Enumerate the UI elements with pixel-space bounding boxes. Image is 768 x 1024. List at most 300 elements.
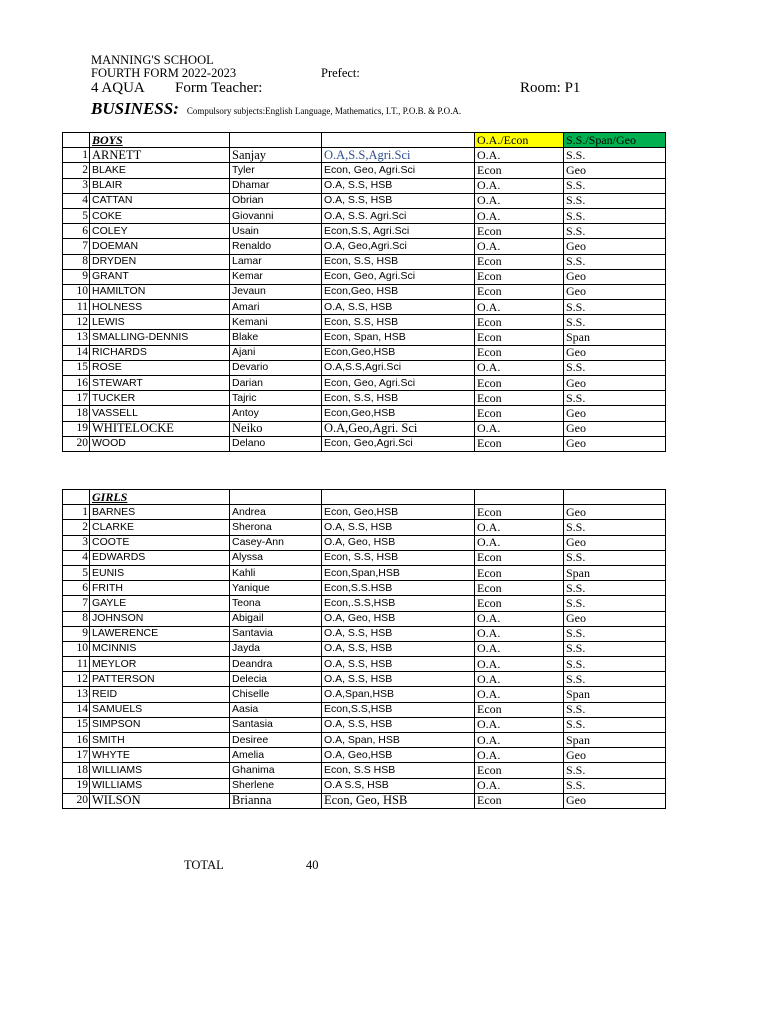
header-cell-empty [475, 490, 564, 505]
ss-span-geo-cell: S.S. [564, 626, 666, 641]
table-row [63, 748, 666, 763]
subjects-cell: O.A,S.S,Agri.Sci [322, 360, 475, 375]
first-name-cell: Dhamar [230, 178, 322, 193]
subjects-cell: Econ,Span,HSB [322, 565, 475, 580]
table-row [63, 702, 666, 717]
first-name-cell: Andrea [230, 505, 322, 520]
first-name-cell: Jevaun [230, 284, 322, 299]
oa-econ-cell: Econ [475, 763, 564, 778]
table-row [63, 778, 666, 793]
subjects-cell: O.A, S.S. Agri.Sci [322, 208, 475, 223]
first-name-cell: Renaldo [230, 239, 322, 254]
first-name-cell: Blake [230, 330, 322, 345]
total-value: 40 [306, 858, 319, 872]
row-number: 12 [63, 672, 90, 687]
ss-span-geo-cell: S.S. [564, 657, 666, 672]
first-name-cell: Santavia [230, 626, 322, 641]
oa-econ-cell: Econ [475, 702, 564, 717]
table-row [63, 505, 666, 520]
row-number: 20 [63, 436, 90, 451]
subjects-cell: Econ, Geo, Agri.Sci [322, 163, 475, 178]
table-row [63, 641, 666, 656]
surname-cell: COLEY [90, 224, 230, 239]
row-number: 15 [63, 360, 90, 375]
surname-cell: BARNES [90, 505, 230, 520]
header-cell-empty [230, 133, 322, 148]
row-number: 14 [63, 702, 90, 717]
row-number: 3 [63, 178, 90, 193]
first-name-cell: Aasia [230, 702, 322, 717]
surname-cell: STEWART [90, 376, 230, 391]
table-row [63, 163, 666, 178]
first-name-cell: Ghanima [230, 763, 322, 778]
subjects-cell: O.A, Geo,HSB [322, 748, 475, 763]
subjects-cell: Econ,Geo,HSB [322, 406, 475, 421]
table-row [63, 565, 666, 580]
table-row [63, 733, 666, 748]
row-number: 19 [63, 778, 90, 793]
surname-cell: GAYLE [90, 596, 230, 611]
table-row [63, 550, 666, 565]
surname-cell: FRITH [90, 581, 230, 596]
surname-cell: WHITELOCKE [90, 421, 230, 436]
table-row [63, 178, 666, 193]
ss-span-geo-cell: S.S. [564, 178, 666, 193]
subjects-cell: Econ,Geo, HSB [322, 284, 475, 299]
first-name-cell: Teona [230, 596, 322, 611]
class-name: 4 AQUA [91, 80, 145, 96]
header-cell-empty [564, 490, 666, 505]
subjects-cell: O.A, S.S, HSB [322, 657, 475, 672]
table-row [63, 763, 666, 778]
surname-cell: JOHNSON [90, 611, 230, 626]
surname-cell: HOLNESS [90, 300, 230, 315]
surname-cell: SAMUELS [90, 702, 230, 717]
oa-econ-cell: Econ [475, 565, 564, 580]
ss-span-geo-cell: S.S. [564, 596, 666, 611]
ss-span-geo-cell: Geo [564, 505, 666, 520]
first-name-cell: Casey-Ann [230, 535, 322, 550]
stream-line [91, 99, 461, 119]
first-name-cell: Kemani [230, 315, 322, 330]
surname-cell: GRANT [90, 269, 230, 284]
first-name-cell: Usain [230, 224, 322, 239]
subjects-cell: Econ, Geo, Agri.Sci [322, 376, 475, 391]
first-name-cell: Sherlene [230, 778, 322, 793]
row-number: 4 [63, 193, 90, 208]
surname-cell: CLARKE [90, 520, 230, 535]
table-row [63, 596, 666, 611]
row-number: 11 [63, 657, 90, 672]
table-row [63, 626, 666, 641]
subjects-cell: Econ, S.S, HSB [322, 550, 475, 565]
oa-econ-cell: Econ [475, 436, 564, 451]
oa-econ-cell: O.A. [475, 778, 564, 793]
surname-cell: RICHARDS [90, 345, 230, 360]
oa-econ-cell: O.A. [475, 748, 564, 763]
oa-econ-cell: Econ [475, 163, 564, 178]
subjects-cell: Econ, Geo, Agri.Sci [322, 269, 475, 284]
row-number: 1 [63, 505, 90, 520]
form-year: FOURTH FORM 2022-2023 [91, 66, 237, 80]
oa-econ-cell: Econ [475, 581, 564, 596]
subjects-cell: O.A, S.S, HSB [322, 300, 475, 315]
ss-span-geo-cell: S.S. [564, 315, 666, 330]
first-name-cell: Sherona [230, 520, 322, 535]
first-name-cell: Delano [230, 436, 322, 451]
girls-table [62, 489, 666, 809]
subjects-cell: Econ,S.S.HSB [322, 581, 475, 596]
row-number: 10 [63, 641, 90, 656]
table-row [63, 672, 666, 687]
row-number: 9 [63, 269, 90, 284]
ss-span-geo-cell: Geo [564, 436, 666, 451]
table-row [63, 391, 666, 406]
room-label: Room: P1 [520, 80, 581, 96]
oa-econ-cell: O.A. [475, 300, 564, 315]
ss-span-geo-cell: S.S. [564, 520, 666, 535]
subjects-cell: Econ,.S.S,HSB [322, 596, 475, 611]
first-name-cell: Antoy [230, 406, 322, 421]
oa-econ-cell: O.A. [475, 611, 564, 626]
first-name-cell: Sanjay [230, 148, 322, 163]
oa-econ-header: O.A./Econ [475, 133, 564, 148]
first-name-cell: Kemar [230, 269, 322, 284]
oa-econ-cell: Econ [475, 284, 564, 299]
row-number: 13 [63, 687, 90, 702]
surname-cell: COOTE [90, 535, 230, 550]
row-number: 6 [63, 581, 90, 596]
surname-cell: WILLIAMS [90, 778, 230, 793]
ss-span-geo-cell: Span [564, 565, 666, 580]
table-row [63, 581, 666, 596]
table-row [63, 376, 666, 391]
table-row [63, 284, 666, 299]
table-row [63, 360, 666, 375]
surname-cell: EDWARDS [90, 550, 230, 565]
row-number: 2 [63, 520, 90, 535]
subjects-cell: O.A S.S, HSB [322, 778, 475, 793]
surname-cell: WILSON [90, 793, 230, 808]
oa-econ-cell: O.A. [475, 421, 564, 436]
table-row [63, 535, 666, 550]
row-number: 14 [63, 345, 90, 360]
surname-cell: DOEMAN [90, 239, 230, 254]
ss-span-geo-cell: Geo [564, 269, 666, 284]
oa-econ-cell: O.A. [475, 148, 564, 163]
subjects-cell: O.A, S.S, HSB [322, 193, 475, 208]
subjects-cell: O.A,Span,HSB [322, 687, 475, 702]
subjects-cell: O.A, S.S, HSB [322, 626, 475, 641]
table-row [63, 717, 666, 732]
row-number: 11 [63, 300, 90, 315]
ss-span-geo-cell: S.S. [564, 581, 666, 596]
table-row [63, 148, 666, 163]
first-name-cell: Deandra [230, 657, 322, 672]
row-number: 5 [63, 565, 90, 580]
ss-span-geo-cell: S.S. [564, 641, 666, 656]
first-name-cell: Obrian [230, 193, 322, 208]
table-row [63, 224, 666, 239]
stream-label: BUSINESS: [91, 99, 179, 118]
first-name-cell: Chiselle [230, 687, 322, 702]
table-row [63, 269, 666, 284]
oa-econ-cell: Econ [475, 391, 564, 406]
table-row [63, 421, 666, 436]
first-name-cell: Tajric [230, 391, 322, 406]
surname-cell: MEYLOR [90, 657, 230, 672]
table-row [63, 254, 666, 269]
surname-cell: BLAIR [90, 178, 230, 193]
first-name-cell: Amari [230, 300, 322, 315]
surname-cell: REID [90, 687, 230, 702]
ss-span-geo-cell: S.S. [564, 360, 666, 375]
row-number: 4 [63, 550, 90, 565]
ss-span-geo-cell: Span [564, 330, 666, 345]
table-row [63, 657, 666, 672]
first-name-cell: Yanique [230, 581, 322, 596]
ss-span-geo-cell: S.S. [564, 550, 666, 565]
ss-span-geo-cell: Geo [564, 793, 666, 808]
first-name-cell: Darian [230, 376, 322, 391]
girls-section-label: GIRLS [90, 490, 230, 505]
first-name-cell: Kahli [230, 565, 322, 580]
surname-cell: MCINNIS [90, 641, 230, 656]
oa-econ-cell: Econ [475, 224, 564, 239]
row-number: 8 [63, 254, 90, 269]
oa-econ-cell: O.A. [475, 657, 564, 672]
ss-span-geo-cell: Span [564, 733, 666, 748]
subjects-cell: O.A, Span, HSB [322, 733, 475, 748]
ss-span-geo-cell: S.S. [564, 300, 666, 315]
oa-econ-cell: Econ [475, 269, 564, 284]
first-name-cell: Ajani [230, 345, 322, 360]
table-row [63, 611, 666, 626]
first-name-cell: Jayda [230, 641, 322, 656]
ss-span-geo-cell: S.S. [564, 778, 666, 793]
ss-span-geo-header: S.S./Span/Geo [564, 133, 666, 148]
first-name-cell: Neiko [230, 421, 322, 436]
subjects-cell: Econ,Geo,HSB [322, 345, 475, 360]
prefect-label: Prefect: [321, 66, 360, 80]
boys-section-label: BOYS [90, 133, 230, 148]
surname-cell: TUCKER [90, 391, 230, 406]
table-row [63, 239, 666, 254]
ss-span-geo-cell: S.S. [564, 193, 666, 208]
surname-cell: WOOD [90, 436, 230, 451]
oa-econ-cell: O.A. [475, 360, 564, 375]
row-number: 16 [63, 733, 90, 748]
oa-econ-cell: Econ [475, 376, 564, 391]
oa-econ-cell: O.A. [475, 717, 564, 732]
subjects-cell: Econ, S.S, HSB [322, 254, 475, 269]
row-number: 20 [63, 793, 90, 808]
ss-span-geo-cell: S.S. [564, 224, 666, 239]
ss-span-geo-cell: S.S. [564, 391, 666, 406]
row-number: 6 [63, 224, 90, 239]
ss-span-geo-cell: Geo [564, 163, 666, 178]
header-cell-empty [63, 490, 90, 505]
oa-econ-cell: O.A. [475, 626, 564, 641]
row-number: 9 [63, 626, 90, 641]
first-name-cell: Alyssa [230, 550, 322, 565]
table-row [63, 345, 666, 360]
oa-econ-cell: O.A. [475, 520, 564, 535]
header-cell-empty [322, 490, 475, 505]
table-row [63, 330, 666, 345]
first-name-cell: Devario [230, 360, 322, 375]
boys-header-row [63, 133, 666, 148]
oa-econ-cell: O.A. [475, 178, 564, 193]
oa-econ-cell: O.A. [475, 672, 564, 687]
surname-cell: EUNIS [90, 565, 230, 580]
oa-econ-cell: Econ [475, 330, 564, 345]
first-name-cell: Santasia [230, 717, 322, 732]
first-name-cell: Delecia [230, 672, 322, 687]
subjects-cell: Econ, S.S HSB [322, 763, 475, 778]
subjects-cell: Econ, Span, HSB [322, 330, 475, 345]
oa-econ-cell: O.A. [475, 687, 564, 702]
ss-span-geo-cell: Geo [564, 611, 666, 626]
ss-span-geo-cell: Geo [564, 376, 666, 391]
subjects-cell: Econ, Geo, HSB [322, 793, 475, 808]
row-number: 18 [63, 406, 90, 421]
header-cell-empty [230, 490, 322, 505]
surname-cell: SIMPSON [90, 717, 230, 732]
surname-cell: LAWERENCE [90, 626, 230, 641]
oa-econ-cell: O.A. [475, 641, 564, 656]
surname-cell: LEWIS [90, 315, 230, 330]
ss-span-geo-cell: S.S. [564, 702, 666, 717]
form-year-line [91, 66, 360, 81]
oa-econ-cell: Econ [475, 315, 564, 330]
table-row [63, 300, 666, 315]
row-number: 17 [63, 391, 90, 406]
ss-span-geo-cell: Geo [564, 406, 666, 421]
ss-span-geo-cell: S.S. [564, 672, 666, 687]
table-row [63, 436, 666, 451]
oa-econ-cell: Econ [475, 254, 564, 269]
oa-econ-cell: Econ [475, 550, 564, 565]
surname-cell: ROSE [90, 360, 230, 375]
subjects-cell: Econ, S.S, HSB [322, 391, 475, 406]
subjects-cell: O.A, Geo, HSB [322, 535, 475, 550]
subjects-cell: O.A,Geo,Agri. Sci [322, 421, 475, 436]
ss-span-geo-cell: S.S. [564, 254, 666, 269]
oa-econ-cell: O.A. [475, 239, 564, 254]
subjects-cell: Econ, Geo,Agri.Sci [322, 436, 475, 451]
surname-cell: SMALLING-DENNIS [90, 330, 230, 345]
row-number: 3 [63, 535, 90, 550]
table-row [63, 793, 666, 808]
row-number: 19 [63, 421, 90, 436]
table-row [63, 208, 666, 223]
oa-econ-cell: Econ [475, 345, 564, 360]
oa-econ-cell: O.A. [475, 733, 564, 748]
surname-cell: WILLIAMS [90, 763, 230, 778]
oa-econ-cell: Econ [475, 406, 564, 421]
surname-cell: VASSELL [90, 406, 230, 421]
total-label: TOTAL [184, 858, 224, 872]
surname-cell: HAMILTON [90, 284, 230, 299]
class-line [91, 80, 581, 97]
row-number: 8 [63, 611, 90, 626]
ss-span-geo-cell: S.S. [564, 148, 666, 163]
surname-cell: ARNETT [90, 148, 230, 163]
row-number: 18 [63, 763, 90, 778]
subjects-cell: Econ,S.S, Agri.Sci [322, 224, 475, 239]
ss-span-geo-cell: Span [564, 687, 666, 702]
subjects-cell: O.A, S.S, HSB [322, 178, 475, 193]
boys-table [62, 132, 666, 452]
ss-span-geo-cell: S.S. [564, 208, 666, 223]
table-row [63, 315, 666, 330]
oa-econ-cell: Econ [475, 793, 564, 808]
row-number: 16 [63, 376, 90, 391]
subjects-cell: O.A, S.S, HSB [322, 520, 475, 535]
surname-cell: DRYDEN [90, 254, 230, 269]
subjects-cell: O.A, S.S, HSB [322, 717, 475, 732]
table-row [63, 520, 666, 535]
row-number: 5 [63, 208, 90, 223]
row-number: 12 [63, 315, 90, 330]
surname-cell: CATTAN [90, 193, 230, 208]
row-number: 1 [63, 148, 90, 163]
header-cell-empty [322, 133, 475, 148]
subjects-cell: Econ,S.S,HSB [322, 702, 475, 717]
school-name: MANNING'S SCHOOL [91, 53, 214, 67]
ss-span-geo-cell: Geo [564, 748, 666, 763]
subjects-cell: O.A,S.S,Agri.Sci [322, 148, 475, 163]
first-name-cell: Amelia [230, 748, 322, 763]
ss-span-geo-cell: Geo [564, 239, 666, 254]
ss-span-geo-cell: Geo [564, 284, 666, 299]
surname-cell: SMITH [90, 733, 230, 748]
ss-span-geo-cell: Geo [564, 535, 666, 550]
first-name-cell: Abigail [230, 611, 322, 626]
row-number: 7 [63, 239, 90, 254]
row-number: 2 [63, 163, 90, 178]
ss-span-geo-cell: Geo [564, 345, 666, 360]
oa-econ-cell: O.A. [475, 193, 564, 208]
surname-cell: BLAKE [90, 163, 230, 178]
header-cell-empty [63, 133, 90, 148]
table-row [63, 687, 666, 702]
subjects-cell: O.A, Geo,Agri.Sci [322, 239, 475, 254]
ss-span-geo-cell: S.S. [564, 763, 666, 778]
girls-header-row [63, 490, 666, 505]
row-number: 15 [63, 717, 90, 732]
subjects-cell: O.A, S.S, HSB [322, 672, 475, 687]
oa-econ-cell: O.A. [475, 535, 564, 550]
row-number: 10 [63, 284, 90, 299]
first-name-cell: Tyler [230, 163, 322, 178]
table-row [63, 193, 666, 208]
compulsory-subjects: Compulsory subjects:English Language, Mathematics, I.T., P.O.B. & P.O.A. [186, 106, 462, 116]
oa-econ-cell: O.A. [475, 208, 564, 223]
first-name-cell: Giovanni [230, 208, 322, 223]
row-number: 7 [63, 596, 90, 611]
subjects-cell: Econ, S.S, HSB [322, 315, 475, 330]
oa-econ-cell: Econ [475, 505, 564, 520]
row-number: 13 [63, 330, 90, 345]
surname-cell: WHYTE [90, 748, 230, 763]
subjects-cell: O.A, Geo, HSB [322, 611, 475, 626]
first-name-cell: Desiree [230, 733, 322, 748]
first-name-cell: Lamar [230, 254, 322, 269]
row-number: 17 [63, 748, 90, 763]
ss-span-geo-cell: Geo [564, 421, 666, 436]
